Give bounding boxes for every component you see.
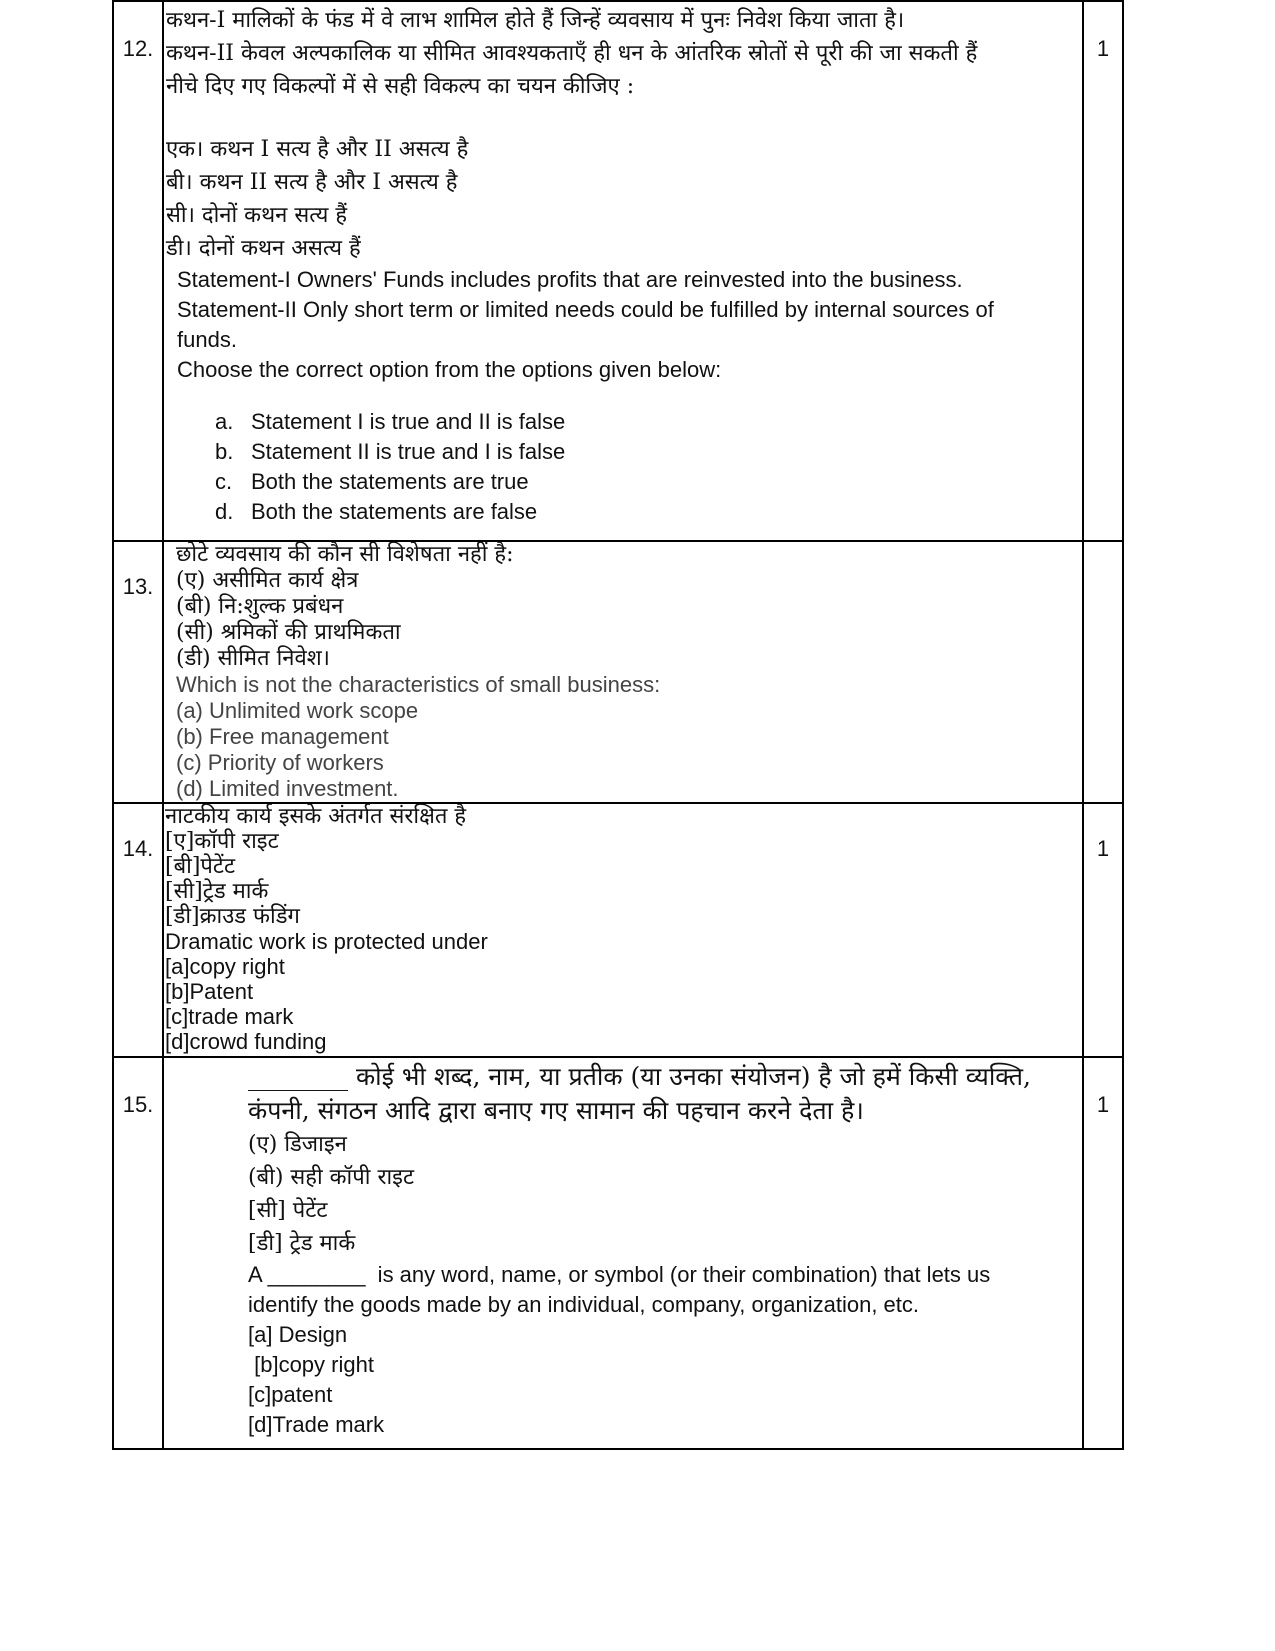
question-hindi-cont: कंपनी, संगठन आदि द्वारा बनाए गए सामान की पहचान करने देता है। [248, 1096, 864, 1125]
marks-value: 1 [1096, 1092, 1110, 1117]
statement-1-hindi: कथन-I मालिकों के फंड में वे लाभ शामिल होते हैं जिन्हें व्यवसाय में पुनः निवेश किया जाता है। [166, 8, 905, 33]
question-number [113, 541, 163, 803]
option-hindi: [डी] ट्रेड मार्क [248, 1231, 356, 1256]
question-number-text: 13. [122, 574, 154, 599]
marks-cell [1083, 541, 1123, 803]
option-hindi: [बी]पेटेंट [165, 854, 236, 879]
question-body [163, 1, 1083, 541]
option-hindi: [डी]क्राउड फंडिंग [165, 904, 300, 929]
question-row-13 [113, 541, 1123, 803]
question-english: Dramatic work is protected under [165, 929, 488, 954]
question-number-text: 15. [122, 1092, 154, 1117]
option-hindi: (डी) सीमित निवेश। [176, 646, 331, 671]
marks-value: 1 [1096, 36, 1110, 61]
instruction-hindi: नीचे दिए गए विकल्पों में से सही विकल्प का चयन कीजिए : [166, 74, 635, 99]
option-english: (a) Unlimited work scope [176, 698, 419, 723]
question-english-cont: identify the goods made by an individual, company, organization, etc. [248, 1292, 919, 1317]
question-number-text: 14. [122, 836, 154, 861]
question-row-15 [113, 1057, 1123, 1449]
option-hindi: [सी]ट्रेड मार्क [165, 879, 269, 904]
option-english: [a] Design [248, 1322, 348, 1347]
question-english: A ________ is any word, name, or symbol (or their combination) that lets us [248, 1262, 991, 1287]
instruction-english: Choose the correct option from the options given below: [177, 357, 722, 382]
question-number-text: 12. [122, 36, 154, 61]
option-hindi: [सी] पेटेंट [248, 1198, 328, 1223]
option-english: (b) Free management [176, 724, 389, 749]
option-english: [d]Trade mark [248, 1412, 385, 1437]
option-hindi: डी। दोनों कथन असत्य हैं [166, 236, 361, 261]
question-row-14 [113, 803, 1123, 1057]
question-hindi: छोटे व्यवसाय की कौन सी विशेषता नहीं है: [176, 542, 514, 567]
question-body [163, 1057, 1083, 1449]
option-hindi: (सी) श्रमिकों की प्राथमिकता [176, 620, 401, 645]
statement-2-english: Statement-II Only short term or limited needs could be fulfilled by internal sources of [177, 297, 994, 322]
statement-2-english-cont: funds. [177, 327, 237, 352]
option-hindi: (बी) नि:शुल्क प्रबंधन [176, 594, 344, 619]
statement-1-english: Statement-I Owners' Funds includes profits that are reinvested into the business. [177, 267, 963, 292]
option-text: Statement I is true and II is false [251, 409, 566, 434]
statement-2-hindi: कथन-II केवल अल्पकालिक या सीमित आवश्यकताएँ ही धन के आंतरिक स्रोतों से पूरी की जा सकती हैं [166, 41, 978, 66]
option-item [215, 437, 1082, 467]
option-hindi: एक। कथन I सत्य है और II असत्य है [166, 137, 469, 162]
option-english: [d]crowd funding [165, 1029, 327, 1054]
option-english: (d) Limited investment. [176, 776, 399, 801]
question-english: Which is not the characteristics of small business: [176, 672, 661, 697]
option-item [215, 467, 1082, 497]
option-item [215, 407, 1082, 437]
question-number [113, 803, 163, 1057]
option-hindi: बी। कथन II सत्य है और I असत्य है [166, 170, 458, 195]
option-english: [b]copy right [248, 1352, 374, 1377]
option-english: [c]trade mark [165, 1004, 294, 1029]
option-hindi: (बी) सही कॉपी राइट [248, 1165, 415, 1190]
option-english: [b]Patent [165, 979, 254, 1004]
option-text: Statement II is true and I is false [251, 439, 566, 464]
question-hindi: ________ कोई भी शब्द, नाम, या प्रतीक (या उनका संयोजन) है जो हमें किसी व्यक्ति, [248, 1062, 1031, 1091]
marks-cell [1083, 1, 1123, 541]
option-hindi: (ए) डिजाइन [248, 1132, 347, 1157]
option-label: d. [215, 499, 234, 524]
option-text: Both the statements are false [251, 499, 538, 524]
option-label: c. [215, 469, 233, 494]
question-table [112, 0, 1124, 1450]
question-number [113, 1057, 163, 1449]
question-hindi: नाटकीय कार्य इसके अंतर्गत संरक्षित है [165, 804, 467, 829]
marks-cell [1083, 1057, 1123, 1449]
question-number [113, 1, 163, 541]
question-body [163, 541, 1083, 803]
question-row-12 [113, 1, 1123, 541]
option-hindi: [ए]कॉपी राइट [165, 829, 279, 854]
option-english: (c) Priority of workers [176, 750, 384, 775]
question-body [163, 803, 1083, 1057]
option-label: b. [215, 439, 234, 464]
option-hindi: सी। दोनों कथन सत्य हैं [166, 203, 348, 228]
marks-cell [1083, 803, 1123, 1057]
option-item [215, 497, 1082, 527]
option-hindi: (ए) असीमित कार्य क्षेत्र [176, 568, 359, 593]
option-english: [a]copy right [165, 954, 285, 979]
option-text: Both the statements are true [251, 469, 529, 494]
option-english: [c]patent [248, 1382, 333, 1407]
marks-value: 1 [1096, 836, 1110, 861]
option-label: a. [215, 409, 234, 434]
